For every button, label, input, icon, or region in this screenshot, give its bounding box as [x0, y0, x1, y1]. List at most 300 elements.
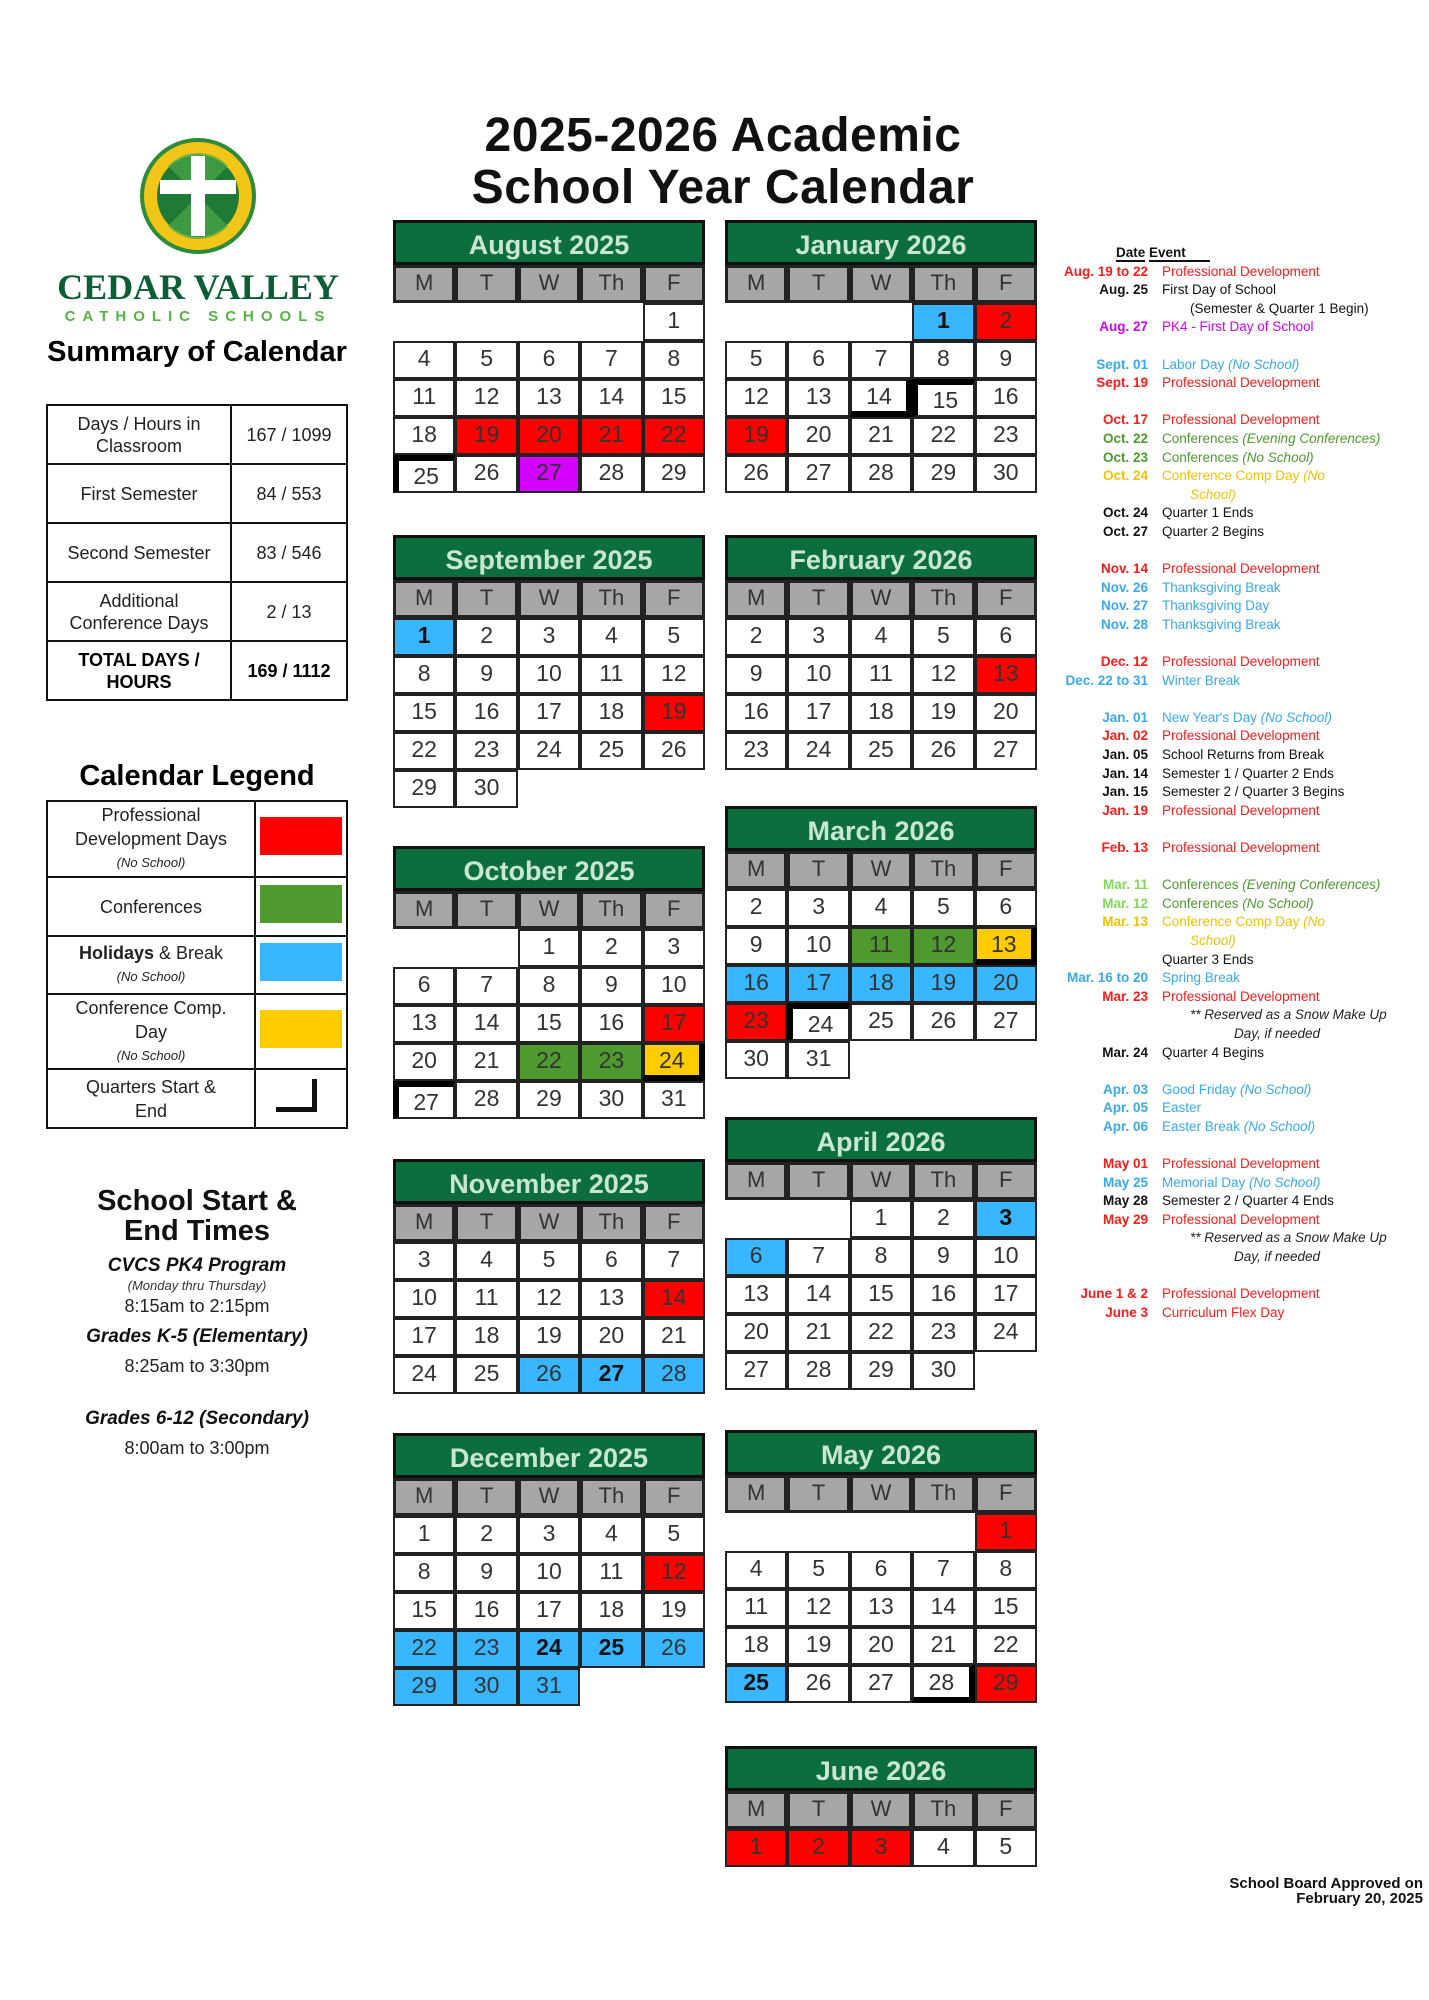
event-group — [1040, 560, 1429, 634]
weekday-header: Th — [912, 265, 974, 303]
event-date: June 3 — [1105, 1304, 1148, 1320]
day-cell: 10 — [643, 967, 705, 1005]
day-cell: 1 — [518, 929, 580, 967]
day-cell: 22 — [393, 732, 455, 770]
weekday-row — [393, 1478, 705, 1516]
day-cell: 20 — [725, 1314, 787, 1352]
week-row — [725, 732, 1037, 770]
event-item — [1040, 1044, 1429, 1063]
event-item — [1040, 449, 1429, 468]
day-cell: 12 — [643, 1554, 705, 1592]
legend-table — [46, 800, 348, 1129]
event-date: Jan. 02 — [1102, 728, 1148, 744]
event-item — [1040, 374, 1429, 393]
event-date: Oct. 27 — [1102, 523, 1148, 539]
day-cell: 3 — [643, 929, 705, 967]
week-row — [725, 1513, 1037, 1551]
empty-day — [912, 1041, 974, 1079]
day-cell: 19 — [725, 417, 787, 455]
day-cell: 13 — [975, 656, 1037, 694]
day-cell: 2 — [725, 618, 787, 656]
month-title: February 2026 — [725, 535, 1037, 580]
event-text: Labor Day — [1162, 356, 1229, 372]
empty-day — [850, 303, 912, 341]
week-row — [393, 732, 705, 770]
weekday-header: Th — [912, 580, 974, 618]
weekday-header: W — [850, 851, 912, 889]
event-text: Professional Development — [1162, 561, 1320, 577]
legend-title: Calendar Legend — [79, 760, 315, 792]
month-title: March 2026 — [725, 806, 1037, 851]
snow-day-note: ** Reserved as a Snow Make Up — [1190, 1007, 1387, 1023]
weekday-header: F — [975, 1162, 1037, 1200]
event-note: (No School) — [1243, 1118, 1316, 1134]
day-cell: 25 — [725, 1665, 787, 1703]
day-cell: 13 — [975, 927, 1037, 965]
weekday-header: W — [850, 265, 912, 303]
week-row — [725, 341, 1037, 379]
day-cell: 14 — [850, 379, 912, 417]
event-text: Memorial Day — [1162, 1174, 1250, 1190]
event-item — [1040, 913, 1429, 932]
event-group — [1040, 1081, 1429, 1137]
weekday-header: W — [518, 891, 580, 929]
weekday-header: Th — [912, 1475, 974, 1513]
event-date: Mar. 23 — [1102, 988, 1148, 1004]
week-row — [393, 929, 705, 967]
event-date: Aug. 19 to 22 — [1063, 263, 1148, 279]
event-text: Thanksgiving Day — [1162, 598, 1270, 614]
day-cell: 6 — [850, 1551, 912, 1589]
empty-day — [787, 1513, 849, 1551]
event-text: Professional Development — [1162, 1156, 1320, 1172]
event-note: (No School) — [1242, 895, 1314, 911]
empty-day — [725, 1513, 787, 1551]
day-cell: 3 — [850, 1829, 912, 1867]
month-7 — [725, 806, 1037, 1079]
empty-day — [643, 1668, 705, 1706]
weekday-header: W — [518, 1478, 580, 1516]
event-date: Apr. 06 — [1102, 1118, 1148, 1134]
event-item — [1040, 430, 1429, 449]
day-cell: 18 — [725, 1627, 787, 1665]
legend-swatch-comp — [260, 1010, 342, 1048]
weekday-header: W — [518, 1204, 580, 1242]
event-item — [1040, 1174, 1429, 1193]
summary-row: TOTAL DAYS / HOURS 169 / 1112 — [47, 641, 347, 700]
week-row — [393, 1356, 705, 1394]
day-cell: 23 — [455, 1630, 517, 1668]
month-title: September 2025 — [393, 535, 705, 580]
weekday-header: M — [393, 1204, 455, 1242]
day-cell: 4 — [725, 1551, 787, 1589]
day-cell: 12 — [912, 927, 974, 965]
month-9 — [725, 1430, 1037, 1703]
day-cell: 4 — [393, 341, 455, 379]
day-cell: 13 — [580, 1280, 642, 1318]
day-cell: 27 — [518, 455, 580, 493]
day-cell: 26 — [787, 1665, 849, 1703]
week-row — [393, 1630, 705, 1668]
month-title: June 2026 — [725, 1746, 1037, 1791]
day-cell: 27 — [393, 1081, 455, 1119]
day-cell: 2 — [580, 929, 642, 967]
month-title: April 2026 — [725, 1117, 1037, 1162]
event-text: Professional Development — [1162, 412, 1320, 428]
event-text: Conferences — [1162, 449, 1243, 465]
weekday-header: W — [850, 580, 912, 618]
day-cell: 7 — [580, 341, 642, 379]
day-cell: 14 — [787, 1276, 849, 1314]
event-date: Apr. 05 — [1102, 1100, 1148, 1116]
day-cell: 4 — [580, 618, 642, 656]
week-row — [393, 1005, 705, 1043]
event-date: Jan. 05 — [1102, 747, 1148, 763]
day-cell: 11 — [393, 379, 455, 417]
weekday-row — [725, 851, 1037, 889]
day-cell: 25 — [850, 1003, 912, 1041]
weekday-header: F — [975, 1475, 1037, 1513]
day-cell: 2 — [787, 1829, 849, 1867]
event-text: Professional Development — [1162, 263, 1320, 279]
weekday-row — [725, 1162, 1037, 1200]
day-cell: 12 — [643, 656, 705, 694]
event-item — [1040, 709, 1429, 728]
day-cell: 6 — [393, 967, 455, 1005]
week-row — [725, 1238, 1037, 1276]
legend-swatch-pd — [260, 817, 342, 855]
day-cell: 18 — [850, 694, 912, 732]
day-cell: 8 — [975, 1551, 1037, 1589]
day-cell: 3 — [518, 1516, 580, 1554]
day-cell: 26 — [643, 732, 705, 770]
day-cell: 16 — [912, 1276, 974, 1314]
event-item — [1040, 504, 1429, 523]
day-cell: 23 — [912, 1314, 974, 1352]
empty-day — [975, 1041, 1037, 1079]
day-cell: 14 — [455, 1005, 517, 1043]
event-item — [1040, 783, 1429, 802]
day-cell: 26 — [643, 1630, 705, 1668]
summary-row: Days / Hours in Classroom 167 / 1099 — [47, 405, 347, 464]
week-row — [393, 656, 705, 694]
event-group — [1040, 1155, 1429, 1267]
event-item — [1040, 523, 1429, 542]
event-note: (No — [1303, 914, 1325, 930]
weekday-header: M — [393, 580, 455, 618]
day-cell: 3 — [518, 618, 580, 656]
week-row — [393, 1554, 705, 1592]
day-cell: 15 — [912, 379, 974, 417]
event-text: Thanksgiving Break — [1162, 579, 1281, 595]
week-row — [725, 1276, 1037, 1314]
day-cell: 25 — [393, 455, 455, 493]
weekday-header: F — [975, 265, 1037, 303]
day-cell: 2 — [975, 303, 1037, 341]
weekday-header: T — [787, 1475, 849, 1513]
day-cell: 16 — [725, 965, 787, 1003]
event-subtext: School) — [1190, 932, 1236, 948]
weekday-header: T — [455, 1204, 517, 1242]
day-cell: 24 — [393, 1356, 455, 1394]
day-cell: 6 — [975, 889, 1037, 927]
event-item — [1040, 988, 1429, 1007]
weekday-header: Th — [580, 891, 642, 929]
day-cell: 3 — [975, 1200, 1037, 1238]
legend-swatch-hol — [260, 943, 342, 981]
day-cell: 5 — [912, 618, 974, 656]
day-cell: 4 — [912, 1829, 974, 1867]
weekday-header: F — [643, 891, 705, 929]
day-cell: 24 — [643, 1043, 705, 1081]
empty-day — [455, 303, 517, 341]
event-note: (No School) — [1260, 709, 1332, 725]
event-item — [1040, 263, 1429, 282]
day-cell: 22 — [643, 417, 705, 455]
day-cell: 14 — [580, 379, 642, 417]
day-cell: 24 — [518, 732, 580, 770]
week-row — [393, 694, 705, 732]
month-title: October 2025 — [393, 846, 705, 891]
event-group — [1040, 356, 1429, 393]
day-cell: 8 — [643, 341, 705, 379]
month-8 — [725, 1117, 1037, 1390]
weekday-header: M — [725, 580, 787, 618]
event-date: May 01 — [1102, 1156, 1148, 1172]
event-item — [1040, 895, 1429, 914]
week-row — [725, 1314, 1037, 1352]
day-cell: 22 — [518, 1043, 580, 1081]
month-title: November 2025 — [393, 1159, 705, 1204]
empty-day — [725, 303, 787, 341]
event-text: Professional Development — [1162, 1286, 1320, 1302]
week-row — [725, 417, 1037, 455]
event-text: Semester 2 / Quarter 4 Ends — [1162, 1193, 1334, 1209]
day-cell: 5 — [518, 1242, 580, 1280]
event-text: Professional Development — [1162, 840, 1320, 855]
event-text: Conferences — [1162, 430, 1243, 446]
day-cell: 25 — [455, 1356, 517, 1394]
day-cell: 11 — [850, 656, 912, 694]
day-cell: 30 — [455, 1668, 517, 1706]
empty-day — [912, 1513, 974, 1551]
day-cell: 29 — [393, 770, 455, 808]
empty-day — [725, 1200, 787, 1238]
day-cell: 5 — [643, 1516, 705, 1554]
weekday-header: F — [975, 580, 1037, 618]
day-cell: 24 — [787, 1003, 849, 1041]
week-row — [393, 1043, 705, 1081]
weekday-header: Th — [580, 265, 642, 303]
day-cell: 14 — [912, 1589, 974, 1627]
day-cell: 4 — [580, 1516, 642, 1554]
day-cell: 7 — [850, 341, 912, 379]
weekday-header: F — [643, 580, 705, 618]
event-group — [1040, 876, 1429, 1062]
weekday-header: Th — [580, 580, 642, 618]
event-item — [1040, 616, 1429, 635]
week-row — [393, 967, 705, 1005]
event-item — [1040, 1081, 1429, 1100]
day-cell: 31 — [518, 1668, 580, 1706]
empty-day — [518, 303, 580, 341]
week-row — [725, 1589, 1037, 1627]
event-item — [1040, 969, 1429, 988]
event-text: Conference Comp Day — [1162, 914, 1304, 930]
week-row — [393, 341, 705, 379]
week-row — [725, 1551, 1037, 1589]
day-cell: 3 — [787, 889, 849, 927]
day-cell: 26 — [518, 1356, 580, 1394]
event-note: (No — [1303, 468, 1325, 484]
day-cell: 5 — [725, 341, 787, 379]
summary-row: Second Semester 83 / 546 — [47, 523, 347, 582]
event-item — [1040, 1211, 1429, 1230]
event-text: Professional Development — [1162, 375, 1320, 391]
day-cell: 17 — [643, 1005, 705, 1043]
weekday-header: T — [455, 1478, 517, 1516]
week-row — [393, 618, 705, 656]
day-cell: 21 — [787, 1314, 849, 1352]
day-cell: 1 — [393, 1516, 455, 1554]
day-cell: 11 — [580, 656, 642, 694]
event-item — [1040, 1304, 1429, 1323]
week-row — [393, 1592, 705, 1630]
day-cell: 5 — [975, 1829, 1037, 1867]
weekday-header: M — [393, 1478, 455, 1516]
day-cell: 7 — [787, 1238, 849, 1276]
event-date: Nov. 26 — [1100, 579, 1148, 595]
weekday-header: W — [518, 580, 580, 618]
event-text: PK4 - First Day of School — [1162, 319, 1314, 335]
day-cell: 10 — [518, 656, 580, 694]
day-cell: 13 — [850, 1589, 912, 1627]
event-date: Dec. 12 — [1100, 654, 1148, 670]
month-title: December 2025 — [393, 1433, 705, 1478]
day-cell: 19 — [912, 694, 974, 732]
event-text: Professional Development — [1162, 654, 1320, 670]
day-cell: 12 — [912, 656, 974, 694]
day-cell: 7 — [455, 967, 517, 1005]
school-times: School Start & End Times CVCS PK4 Program (Monday thru Thursday) 8:15am to 2:15pm Grades K-5 (Elementary) 8:25am to 3:30pm Grades 6-12 (Secondary) 8:00am to 3:00pm — [85, 1185, 309, 1458]
month-3 — [393, 1159, 705, 1394]
day-cell: 16 — [455, 1592, 517, 1630]
day-cell: 17 — [518, 694, 580, 732]
event-text: Semester 2 / Quarter 3 Begins — [1162, 784, 1345, 800]
weekday-header: M — [393, 265, 455, 303]
event-date: Mar. 11 — [1102, 877, 1148, 893]
weekday-row — [725, 1475, 1037, 1513]
day-cell: 26 — [912, 1003, 974, 1041]
day-cell: 14 — [643, 1280, 705, 1318]
event-date: Mar. 24 — [1102, 1044, 1148, 1060]
day-cell: 30 — [455, 770, 517, 808]
day-cell: 11 — [580, 1554, 642, 1592]
day-cell: 12 — [725, 379, 787, 417]
weekday-row — [393, 580, 705, 618]
page-title: 2025-2026 Academic School Year Calendar — [471, 109, 975, 214]
day-cell: 9 — [725, 656, 787, 694]
event-item — [1040, 1099, 1429, 1118]
event-date: Aug. 27 — [1099, 319, 1148, 335]
empty-day — [643, 770, 705, 808]
event-date: Mar. 13 — [1102, 914, 1148, 930]
day-cell: 9 — [455, 656, 517, 694]
day-cell: 31 — [787, 1041, 849, 1079]
snow-day-note: ** Reserved as a Snow Make Up — [1190, 1230, 1387, 1246]
weekday-header: T — [455, 580, 517, 618]
week-row — [393, 1516, 705, 1554]
event-item — [1040, 411, 1429, 430]
day-cell: 22 — [850, 1314, 912, 1352]
day-cell: 27 — [725, 1352, 787, 1390]
day-cell: 12 — [518, 1280, 580, 1318]
day-cell: 1 — [975, 1513, 1037, 1551]
event-text: Easter — [1162, 1100, 1202, 1116]
event-date: Apr. 03 — [1102, 1081, 1148, 1097]
event-text: Curriculum Flex Day — [1162, 1304, 1285, 1320]
event-date: May 28 — [1102, 1193, 1148, 1209]
month-title: May 2026 — [725, 1430, 1037, 1475]
event-note: (No School) — [1240, 1081, 1312, 1097]
day-cell: 30 — [975, 455, 1037, 493]
weekday-row — [393, 1204, 705, 1242]
event-date: Oct. 23 — [1102, 449, 1148, 465]
month-2 — [393, 846, 705, 1119]
weekday-header: Th — [912, 1162, 974, 1200]
day-cell: 9 — [580, 967, 642, 1005]
day-cell: 12 — [455, 379, 517, 417]
event-note: (No School) — [1228, 356, 1300, 372]
day-cell: 6 — [580, 1242, 642, 1280]
event-date: Nov. 27 — [1100, 598, 1148, 614]
event-text: Semester 1 / Quarter 2 Ends — [1162, 765, 1334, 781]
empty-day — [580, 1668, 642, 1706]
day-cell: 25 — [580, 732, 642, 770]
day-cell: 27 — [975, 732, 1037, 770]
day-cell: 2 — [455, 1516, 517, 1554]
summary-row: First Semester 84 / 553 — [47, 464, 347, 523]
day-cell: 24 — [518, 1630, 580, 1668]
day-cell: 16 — [975, 379, 1037, 417]
weekday-header: M — [725, 1162, 787, 1200]
event-group — [1040, 839, 1429, 858]
day-cell: 5 — [455, 341, 517, 379]
day-cell: 3 — [393, 1242, 455, 1280]
event-date: Dec. 22 to 31 — [1065, 672, 1148, 688]
weekday-header: W — [518, 265, 580, 303]
event-group — [1040, 1285, 1429, 1322]
legend-row-quarter: Quarters Start & End — [47, 1069, 347, 1128]
day-cell: 1 — [725, 1829, 787, 1867]
events-header: Date Event — [1040, 244, 1429, 263]
day-cell: 9 — [912, 1238, 974, 1276]
weekday-header: F — [975, 851, 1037, 889]
week-row — [725, 1041, 1037, 1079]
day-cell: 6 — [975, 618, 1037, 656]
day-cell: 28 — [850, 455, 912, 493]
day-cell: 28 — [787, 1352, 849, 1390]
day-cell: 15 — [975, 1589, 1037, 1627]
day-cell: 27 — [580, 1356, 642, 1394]
empty-day — [975, 1352, 1037, 1390]
day-cell: 19 — [643, 694, 705, 732]
week-row — [393, 1280, 705, 1318]
day-cell: 6 — [725, 1238, 787, 1276]
day-cell: 8 — [393, 656, 455, 694]
event-date: Nov. 28 — [1100, 616, 1148, 632]
day-cell: 21 — [455, 1043, 517, 1081]
